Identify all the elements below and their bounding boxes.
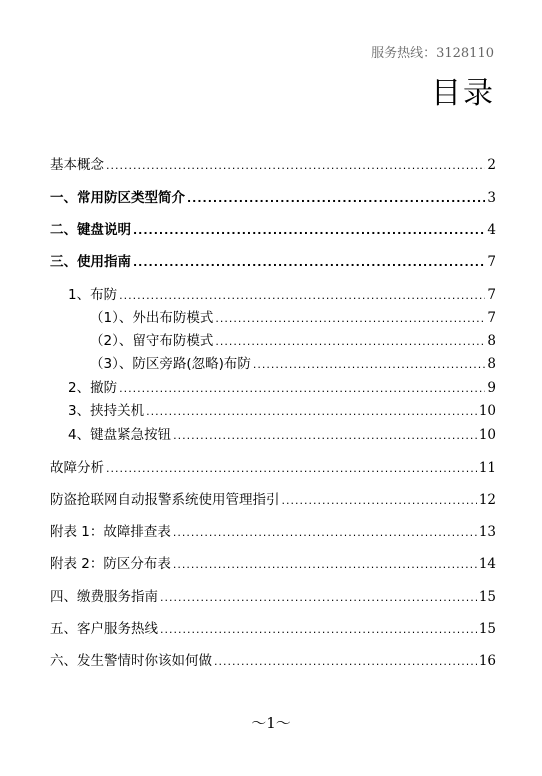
toc-leader [173,524,477,542]
toc-leader [119,380,485,398]
toc-entry[interactable] [90,309,496,328]
toc-entry-label: 1、布防 [68,287,118,303]
toc-entry-page: 8 [487,356,496,372]
toc-leader [160,621,477,639]
toc-entry-page: 10 [478,403,496,419]
toc-leader [160,589,477,607]
toc-leader [106,157,485,175]
toc-entry[interactable] [50,555,496,574]
toc-entry-page: 15 [478,621,496,637]
toc-leader [215,310,485,328]
toc-entry-label: 防盗抢联网自动报警系统使用管理指引 [50,492,280,508]
toc-entry-page: 14 [478,556,496,572]
toc-entry-page: 3 [487,190,496,206]
toc-entry-label: 六、发生警情时你该如何做 [50,653,212,669]
toc-entry-label: 基本概念 [50,157,104,173]
toc-entry-page: 16 [478,653,496,669]
toc-entry[interactable] [50,189,496,208]
toc-entry-page: 7 [487,287,496,303]
toc-entry[interactable] [68,379,496,398]
toc-entry[interactable] [50,156,496,175]
toc-leader [133,222,485,240]
toc-entry[interactable] [50,253,496,272]
toc-entry-label: 三、使用指南 [50,254,131,270]
toc-entry-label: 4、键盘紧急按钮 [68,427,172,443]
toc-leader [119,287,485,305]
toc-entry-page: 9 [487,380,496,396]
toc-entry-page: 8 [487,333,496,349]
toc-leader [215,333,485,351]
page-title: 目录 [431,76,495,111]
toc-entry[interactable] [90,355,496,374]
toc-entry-page: 10 [478,427,496,443]
toc-entry-label: 二、键盘说明 [50,222,131,238]
toc-leader [187,190,485,208]
toc-entry-label: 附表 1：故障排查表 [50,524,171,540]
toc-entry-page: 7 [487,310,496,326]
toc-leader [253,356,486,374]
toc-leader [106,460,477,478]
toc-leader [214,653,477,671]
toc-entry[interactable] [50,620,496,639]
toc-entry[interactable] [68,426,496,445]
hotline-text: 服务热线：3128110 [371,46,494,61]
toc-entry-page: 4 [487,222,496,238]
toc-entry-label: （3）、防区旁路(忽略)布防 [90,356,251,372]
toc-leader [282,492,477,510]
toc-entry-label: 3、挟持关机 [68,403,145,419]
toc-leader [173,427,477,445]
toc-entry-label: （2）、留守布防模式 [90,333,214,349]
toc-entry-label: 四、缴费服务指南 [50,589,158,605]
toc-leader [173,556,477,574]
toc-entry[interactable] [50,491,496,510]
toc-entry-page: 7 [487,254,496,270]
toc-entry[interactable] [50,459,496,478]
toc-leader [133,254,485,272]
toc-entry-page: 11 [478,460,496,476]
toc-entry-label: 故障分析 [50,460,104,476]
toc-entry[interactable] [50,652,496,671]
toc-entry-page: 15 [478,589,496,605]
toc-leader [146,403,477,421]
toc-entry-label: （1）、外出布防模式 [90,310,214,326]
toc-entry-page: 13 [478,524,496,540]
toc-entry[interactable] [68,286,496,305]
page-number: ～1～ [251,714,291,732]
toc-entry-label: 五、客户服务热线 [50,621,158,637]
toc-entry[interactable] [90,332,496,351]
toc-entry[interactable] [50,588,496,607]
toc-entry[interactable] [50,221,496,240]
toc-entry-page: 12 [478,492,496,508]
toc-entry-label: 一、常用防区类型简介 [50,190,185,206]
toc-entry-page: 2 [487,157,496,173]
toc-entry[interactable] [50,523,496,542]
toc-entry[interactable] [68,402,496,421]
toc-entry-label: 2、撤防 [68,380,118,396]
toc-entry-label: 附表 2：防区分布表 [50,556,171,572]
